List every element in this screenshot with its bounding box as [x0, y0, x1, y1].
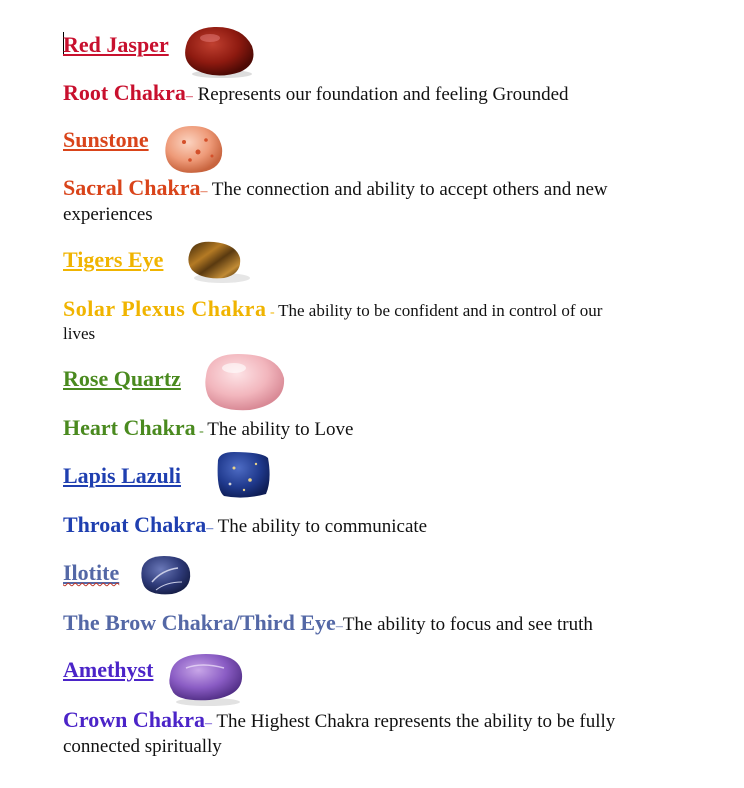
- separator: –: [200, 184, 208, 199]
- chakra-name-crown: Crown Chakra: [63, 707, 206, 732]
- chakra-line-crown: [63, 709, 687, 731]
- chakra-name-brow: The Brow Chakra/Third Eye: [63, 610, 336, 635]
- chakra-name-throat: Throat Chakra: [63, 512, 207, 537]
- separator: –: [206, 521, 214, 536]
- chakra-name-root: Root Chakra: [63, 80, 186, 105]
- chakra-description-brow: The ability to focus and see truth: [342, 614, 593, 635]
- spellcheck-underline: Ilotite: [63, 560, 120, 585]
- sunstone-stone-icon: [162, 122, 226, 176]
- separator: -: [195, 424, 208, 439]
- separator: –: [205, 716, 213, 731]
- lapis-lazuli-stone-icon: [214, 450, 272, 502]
- chakra-description-sacral-cont: experiences: [63, 204, 153, 225]
- separator: –: [185, 89, 193, 104]
- iolite-stone-icon: [138, 552, 194, 598]
- chakra-description-heart: The ability to Love: [207, 419, 354, 440]
- chakra-name-sacral: Sacral Chakra: [63, 175, 201, 200]
- stone-title-red-jasper[interactable]: Red Jasper: [63, 32, 169, 57]
- chakra-description-throat: The ability to communicate: [213, 516, 428, 537]
- chakra-line-heart: [63, 417, 353, 439]
- chakra-description-sacral: The connection and ability to accept others and new: [207, 179, 608, 200]
- chakra-line-throat: [63, 514, 427, 536]
- chakra-description-solar-plexus: The ability to be confident and in control of our: [278, 301, 603, 320]
- chakra-description-solar-plexus-cont: lives: [63, 324, 96, 343]
- chakra-description-crown: The Highest Chakra represents the ability to be fully: [212, 711, 616, 732]
- amethyst-stone-icon: [166, 648, 248, 708]
- chakra-name-heart: Heart Chakra: [63, 415, 196, 440]
- chakra-line-root: [63, 82, 569, 104]
- stone-title-lapis-lazuli[interactable]: Lapis Lazuli: [63, 463, 181, 488]
- separator: –: [335, 619, 343, 634]
- chakra-description-root: Represents our foundation and feeling Grounded: [192, 84, 569, 105]
- stone-title-amethyst[interactable]: Amethyst: [63, 657, 154, 682]
- red-jasper-stone-icon: [180, 24, 258, 80]
- chakra-line-brow: [63, 612, 593, 634]
- stone-title-tigers-eye[interactable]: Tigers Eye: [63, 247, 164, 272]
- chakra-line-sacral: [63, 177, 687, 199]
- chakra-name-solar-plexus: Solar Plexus Chakra: [63, 296, 267, 321]
- stone-title-ilotite[interactable]: [63, 562, 119, 584]
- rose-quartz-stone-icon: [198, 346, 290, 418]
- stone-title-rose-quartz[interactable]: Rose Quartz: [63, 366, 181, 391]
- tigers-eye-stone-icon: [184, 238, 254, 286]
- separator: -: [266, 305, 279, 320]
- stone-title-sunstone[interactable]: Sunstone: [63, 127, 149, 152]
- chakra-description-crown-cont: connected spiritually: [63, 736, 222, 757]
- chakra-line-solar-plexus: [63, 298, 687, 320]
